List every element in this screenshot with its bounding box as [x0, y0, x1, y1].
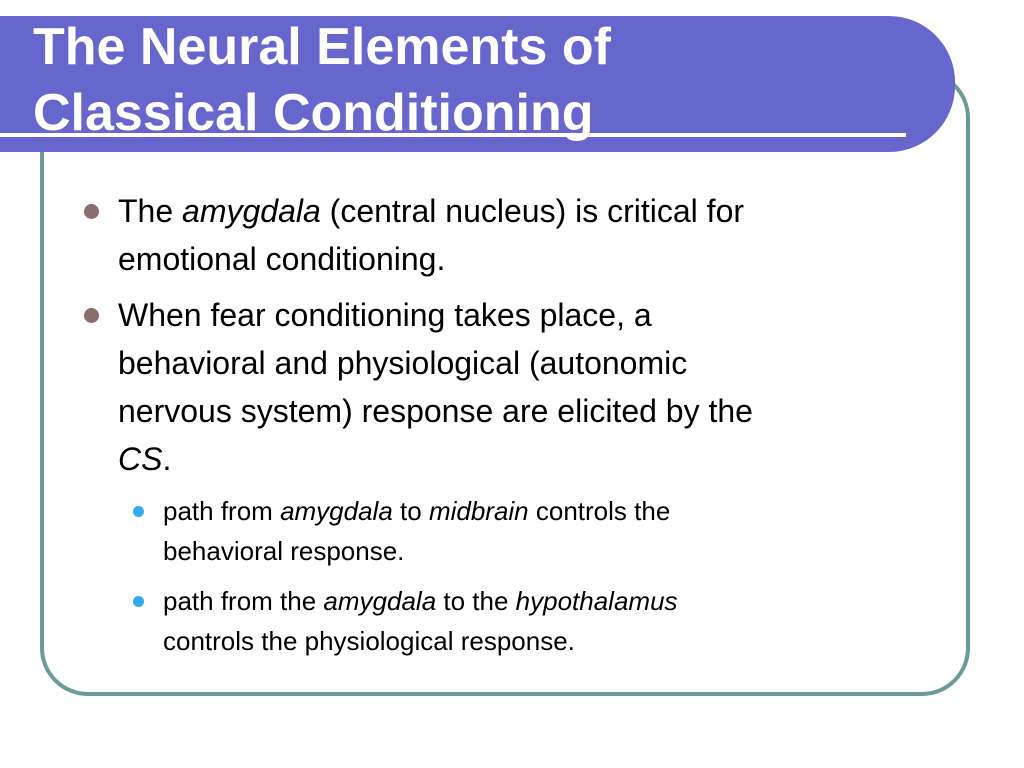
- bullet-marker-icon: [84, 204, 99, 219]
- sub-bullet-emphasis: amygdala: [323, 586, 437, 616]
- sub-bullet-text-line: [163, 581, 883, 621]
- sub-bullet-emphasis: amygdala: [280, 496, 393, 526]
- sub-bullet-text: path from: [163, 496, 281, 526]
- sub-bullet-emphasis: hypothalamus: [515, 586, 678, 616]
- sub-bullet-text-line: behavioral response.: [163, 536, 405, 566]
- bullet-item-amygdala: [118, 187, 918, 283]
- sub-bullet-text: controls the: [528, 496, 671, 526]
- sub-bullet-emphasis: midbrain: [428, 496, 529, 526]
- bullet-text-line: [118, 187, 918, 235]
- sub-bullet-marker-icon: [133, 506, 144, 517]
- bullet-text-line: [118, 435, 918, 483]
- bullet-item-fear-conditioning: [118, 291, 918, 483]
- sub-bullet-text: path from the: [163, 586, 324, 616]
- bullet-marker-icon: [84, 308, 99, 323]
- bullet-emphasis: CS: [118, 441, 163, 477]
- sub-bullet-text: to: [392, 496, 429, 526]
- bullet-text-line: When fear conditioning takes place, a: [118, 297, 652, 333]
- slide-title-line-1: The Neural Elements of: [33, 18, 611, 76]
- bullet-text: The: [118, 193, 183, 229]
- bullet-emphasis: amygdala: [182, 193, 321, 229]
- sub-bullet-midbrain: [163, 491, 883, 571]
- sub-bullet-hypothalamus: [163, 581, 883, 661]
- slide-title-line-2: Classical Conditioning: [33, 84, 594, 142]
- sub-bullet-marker-icon: [133, 596, 144, 607]
- sub-bullet-text-line: [163, 491, 883, 531]
- bullet-text: .: [162, 441, 172, 477]
- bullet-text-line: nervous system) response are elicited by the: [118, 393, 753, 429]
- bullet-text-line: behavioral and physiological (autonomic: [118, 345, 688, 381]
- bullet-text-line: emotional conditioning.: [118, 241, 446, 277]
- sub-bullet-text-line: controls the physiological response.: [163, 626, 575, 656]
- bullet-text: (central nucleus) is critical for: [320, 193, 745, 229]
- sub-bullet-text: to the: [436, 586, 516, 616]
